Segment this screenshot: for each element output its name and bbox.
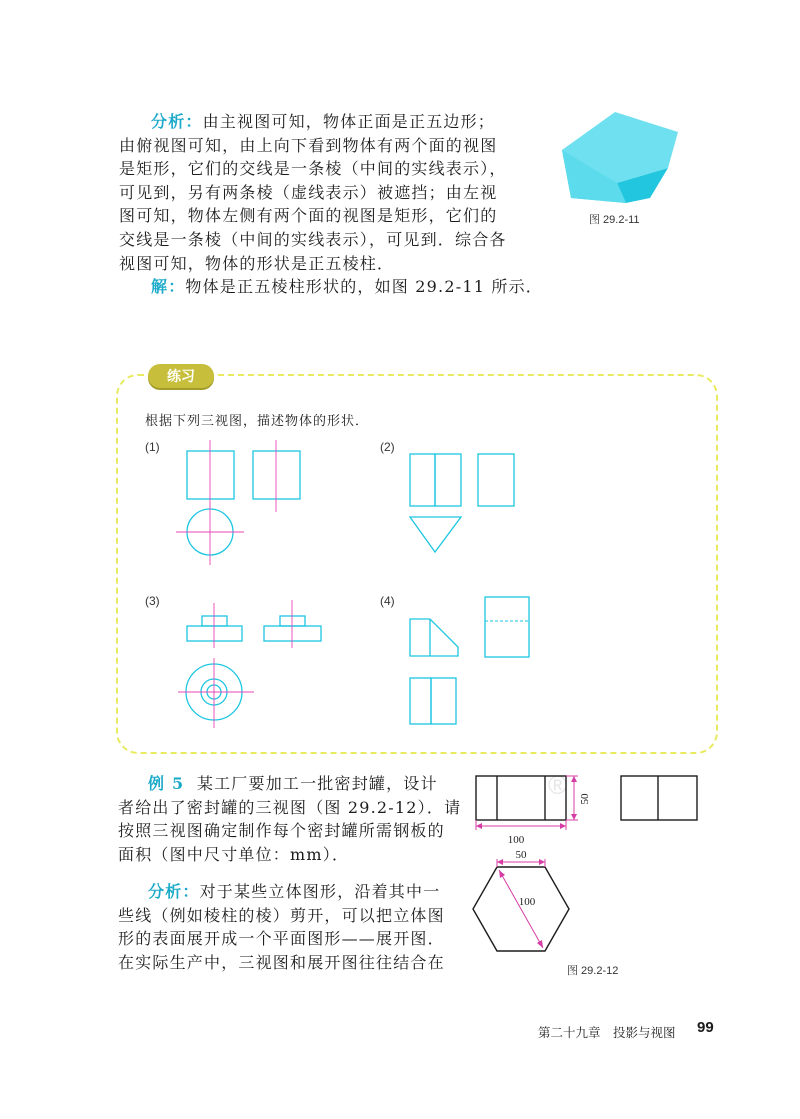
analysis2-line: 形的表面展开成一个平面图形——展开图．: [118, 929, 445, 949]
figure-caption: 图 29.2-11: [589, 214, 640, 226]
practice-tag: 练习: [148, 364, 214, 388]
analysis-line: 是矩形，它们的交线是一条棱（中间的实线表示），: [119, 159, 507, 179]
example-label: 例 5: [148, 774, 185, 793]
example-line: 面积（图中尺寸单位：mm）．: [118, 844, 350, 864]
item-number: (1): [145, 440, 160, 454]
figure-caption: 图 29.2-12: [567, 965, 619, 977]
diagonal-dimension: 100: [518, 896, 536, 908]
width-dimension: 100: [507, 834, 525, 846]
analysis-line: 交线是一条棱（中间的实线表示），可见到．综合各: [119, 229, 507, 249]
registered-mark: ®: [548, 770, 568, 800]
analysis2-line: 在实际生产中，三视图和展开图往往结合在: [118, 952, 445, 972]
chapter-footer: 第二十九章 投影与视图: [538, 1026, 676, 1040]
example-line: 按照三视图确定制作每个密封罐所需钢板的: [118, 821, 445, 841]
example-line: 某工厂要加工一批密封罐，设计: [196, 774, 438, 793]
analysis-line: 图可知，物体左侧有两个面的视图是矩形，它们的: [119, 206, 498, 226]
item-number: (4): [380, 594, 395, 608]
analysis-line: 由俯视图可知，由上向下看到物体有两个面的视图: [119, 135, 498, 155]
item-number: (3): [145, 594, 160, 608]
analysis-label: 分析：: [151, 112, 203, 131]
analysis2-line: 些线（例如棱柱的棱）剪开，可以把立体图: [118, 905, 445, 925]
example-line: 者给出了密封罐的三视图（图 29.2-12）．请: [118, 797, 462, 817]
practice-instruction: 根据下列三视图，描述物体的形状．: [145, 414, 370, 429]
analysis-line: 视图可知，物体的形状是正五棱柱．: [119, 253, 395, 273]
height-dimension: 50: [579, 793, 591, 805]
analysis-line: 由主视图可知，物体正面是正五边形；: [202, 112, 496, 131]
analysis2-line: 对于某些立体图形，沿着其中一: [199, 882, 441, 901]
item-number: (2): [380, 440, 395, 454]
analysis2-label: 分析：: [148, 882, 200, 901]
solution-label: 解：: [151, 277, 186, 297]
page-number: 99: [697, 1019, 714, 1036]
analysis-line: 可见到，另有两条棱（虚线表示）被遮挡；由左视: [119, 182, 498, 202]
solution-text: 物体是正五棱柱形状的，如图 29.2-11 所示．: [185, 277, 543, 297]
side-dimension: 50: [515, 849, 527, 861]
